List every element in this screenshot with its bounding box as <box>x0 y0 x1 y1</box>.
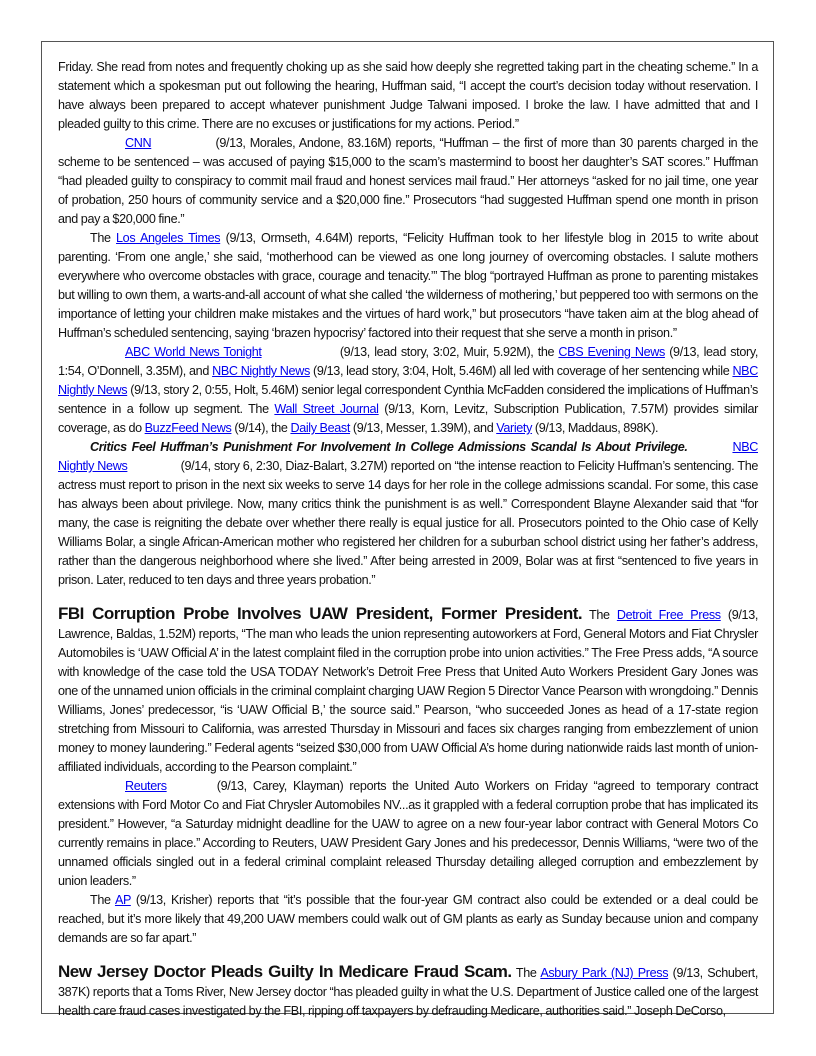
paragraph <box>58 891 758 948</box>
paragraph <box>58 962 758 1021</box>
paragraph <box>58 604 758 777</box>
paragraph <box>58 438 758 590</box>
link-nbc-nightly-news[interactable]: NBC Nightly News <box>212 364 310 378</box>
paragraph <box>58 229 758 343</box>
text: (9/14), the <box>234 421 288 435</box>
subheading: Critics Feel Huffman’s Punishment For Involvement In College Admissions Scandal Is About Privilege. <box>90 440 688 454</box>
text: (9/13, lead story, 3:02, Muir, 5.92M), the <box>339 345 555 359</box>
link-los-angeles-times[interactable]: Los Angeles Times <box>116 231 221 245</box>
paragraph <box>58 343 758 438</box>
link-cnn[interactable]: CNN <box>125 136 152 150</box>
paragraph-text: (9/13, Morales, Andone, 83.16M) reports, “Huffman – the first of more than 30 parents charged in the scheme to be sentenced – was accused of paying $15,000 to the scam’s mastermind to boost her daughter’s SAT scores.” Huffman “had pleaded guilty to conspiracy to commit mail fraud and honest services mail fraud.” Her attorneys “asked for no jail time, one year of probation, 250 hours of community service and a $20,000 fine.” Prosecutors “had suggested Huffman spend one month in prison and pay a $20,000 fine.” <box>58 136 758 226</box>
section-heading: FBI Corruption Probe Involves UAW President, Former President. <box>58 604 583 623</box>
link-buzzfeed-news[interactable]: BuzzFeed News <box>144 421 232 435</box>
link-detroit-free-press[interactable]: Detroit Free Press <box>616 608 721 622</box>
paragraph-text: (9/13, Carey, Klayman) reports the United Auto Workers on Friday “agreed to temporary contract extensions with Ford Motor Co and Fiat Chrysler Automobiles NV...as it grappled with a federal corruption probe that has implicated its president.” However, “a Saturday midnight deadline for the UAW to agree on a new four-year labor contract with General Motors Co currently remains in place.” According to Reuters, UAW President Gary Jones and his predecessor, Dennis Williams, “were two of the unnamed officials singled out in a federal criminal complaint released Thursday detailing alleged corruption and embezzlement by union leaders.” <box>58 779 758 888</box>
link-abc-world-news[interactable]: ABC World News Tonight <box>125 345 262 359</box>
paragraph <box>58 58 758 134</box>
text: (9/13, Messer, 1.39M), and <box>352 421 494 435</box>
link-reuters[interactable]: Reuters <box>125 779 167 793</box>
link-cbs-evening-news[interactable]: CBS Evening News <box>558 345 665 359</box>
link-variety[interactable]: Variety <box>496 421 533 435</box>
paragraph-text: Friday. She read from notes and frequently choking up as she said how deeply she regretted taking part in the cheating scheme.” In a statement which a spokesman put out following the hearing, Huffman said, “I accept the court’s decision today without reservation. I have always been prepared to accept whatever punishment Judge Talwani imposed. I broke the law. I have admitted that and I pleaded guilty to this crime. There are no excuses or justifications for my actions. Period.” <box>58 60 758 131</box>
text: (9/13, lead story, 1:54, O’Donnell, 3.35M), and <box>58 345 758 378</box>
paragraph-text: (9/13, Schubert, 387K) reports that a Toms River, New Jersey doctor “has pleaded guilty in what the U.S. Department of Justice called one of the largest health care fraud cases investigated by the FBI, ripping off taxpayers by defrauding Medicare, authorities said.” Joseph DeCorso, <box>58 966 758 1018</box>
paragraph-text: (9/13, Lawrence, Baldas, 1.52M) reports, “The man who leads the union representing autoworkers at Ford, General Motors and Fiat Chrysler Automobiles is ‘UAW Official A’ in the latest complaint filed in the corruption probe into union activities.” The Free Press adds, “A source with knowledge of the case told the USA TODAY Network’s Detroit Free Press that United Auto Workers President Gary Jones was one of the unnamed union officials in the criminal complaint charging UAW Region 5 Director Vance Pearson with wrongdoing.” Dennis Williams, Jones’ predecessor, “is ‘UAW Official B,’ the source said.” Pearson, “who succeeded Jones as head of a 17-state region stretching from Missouri to California, was arrested Thursday in Missouri and faces six charges ranging from embezzlement of union money to money laundering.” Federal agents “seized $30,000 from UAW Official A’s home during nationwide raids last month of union-affiliated individuals, according to the Pearson complaint.” <box>58 608 759 774</box>
section-heading: New Jersey Doctor Pleads Guilty In Medicare Fraud Scam. <box>58 962 512 981</box>
paragraph <box>58 134 758 229</box>
paragraph-text: (9/14, story 6, 2:30, Diaz-Balart, 3.27M) reported on “the intense reaction to Felicity Huffman’s sentencing. The actress must report to prison in the next six weeks to serve 14 days for her role in the college admissions scandal. For some, this case has always been about privilege. Now, many critics think the punishment is as well.” Correspondent Blayne Alexander said that “for many, the case is reigniting the debate over whether there really is equal justice for all. Prosecutors pointed to the Ohio case of Kelly Williams Bolar, a single African-American mother who registered her children for a suburban school district using her father’s address, rather than the dangerous neighborhood where she lived.” After being arrested in 2009, Bolar was at first “sentenced to five years in prison. Later, reduced to ten days and three years probation.” <box>58 459 758 587</box>
text: (9/13, Korn, Levitz, Subscription Publication, 7.57M) provides similar coverage, as do <box>58 402 758 435</box>
link-wall-street-journal[interactable]: Wall Street Journal <box>274 402 379 416</box>
link-nbc-nightly-news-2[interactable]: NBC Nightly News <box>58 364 758 397</box>
paragraph-text: (9/13, Ormseth, 4.64M) reports, “Felicity Huffman took to her lifestyle blog in 2015 to write about parenting. ‘From one angle,’ she said, ‘motherhood can be viewed as one long journey of overcoming obstacles. I salute mothers everywhere who overcome obstacles with grace, courage and tenacity.’” The blog “portrayed Huffman as prone to parenting mistakes but willing to own them, a warts-and-all account of what she called ‘the wilderness of mothering,’ but peppered too with sermons on the importance of letting your children make mistakes and the virtues of hard work,” but prosecutors “have taken aim at the blog ahead of Huffman’s scheduled sentencing, saying ‘brazen hypocrisy’ factored into their request that she serve a month in prison.” <box>58 231 758 340</box>
text: (9/13, story 2, 0:55, Holt, 5.46M) senior legal correspondent Cynthia McFadden considered the implications of Huffman’s sentence in a follow up segment. The <box>58 383 758 416</box>
link-asbury-park-press[interactable]: Asbury Park (NJ) Press <box>540 966 669 980</box>
link-ap[interactable]: AP <box>114 893 131 907</box>
paragraph-text: (9/13, Krisher) reports that “it’s possible that the four-year GM contract also could be extended or a deal could be reached, but it’s more likely that 49,200 UAW members could walk out of GM plants as early as Sunday because union and company demands are so far apart.” <box>58 893 759 945</box>
link-daily-beast[interactable]: Daily Beast <box>290 421 350 435</box>
text: The <box>515 966 537 980</box>
text: (9/13, lead story, 3:04, Holt, 5.46M) all led with coverage of her sentencing while <box>312 364 730 378</box>
text: (9/13, Maddaus, 898K). <box>534 421 659 435</box>
document-body <box>58 58 758 1021</box>
text: The <box>90 893 111 907</box>
paragraph <box>58 777 758 891</box>
text: The <box>589 608 610 622</box>
text: The <box>90 231 111 245</box>
link-nbc-nightly-news-3[interactable]: NBC Nightly News <box>58 440 758 473</box>
